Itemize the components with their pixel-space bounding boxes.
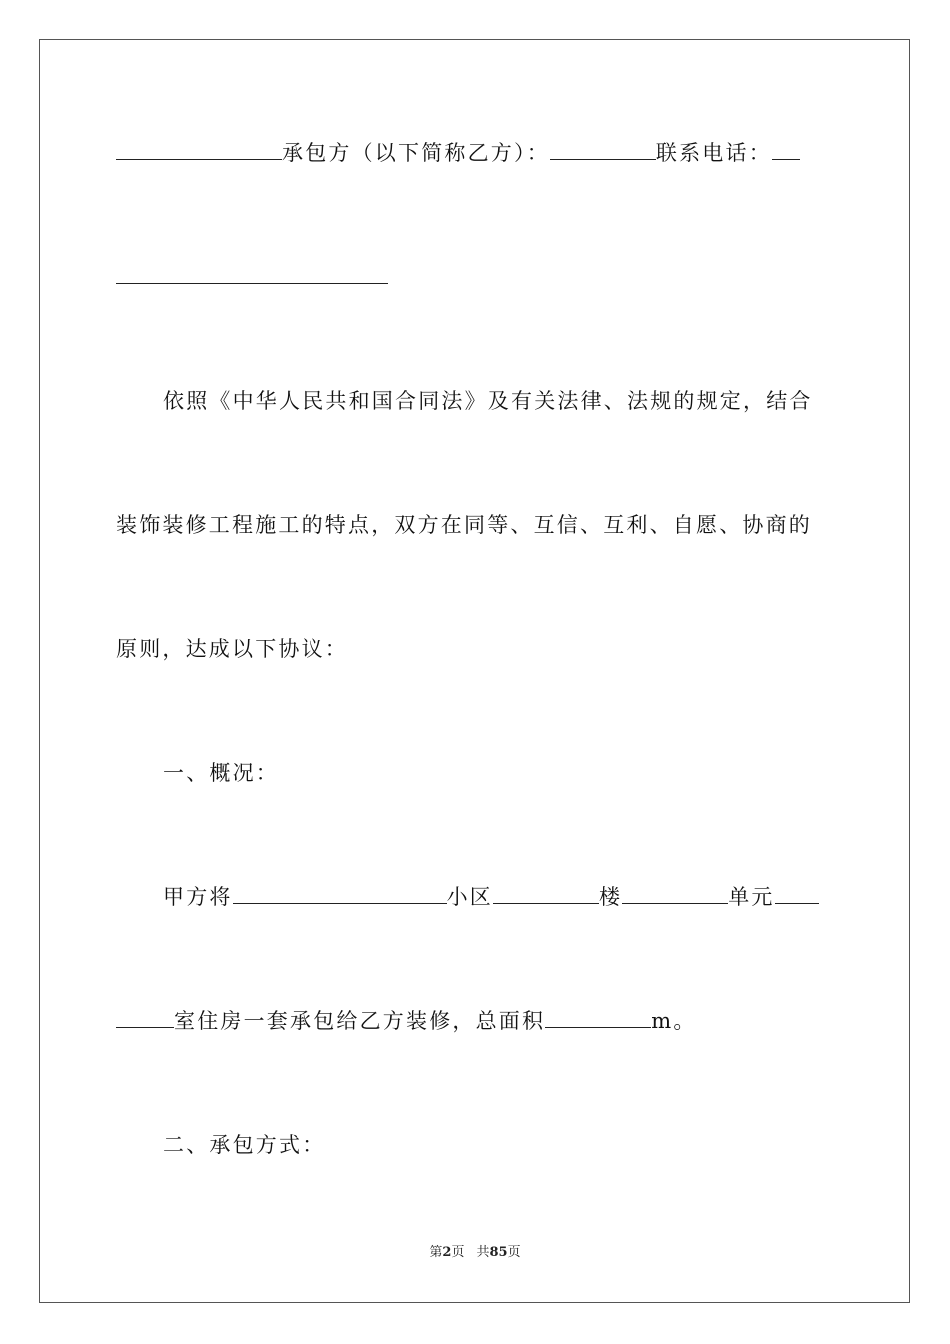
contractor-label: 承包方（以下简称乙方）： [282, 141, 550, 165]
unit-blank [622, 883, 728, 904]
room-blank-continuation [116, 1007, 174, 1028]
section1-line [116, 1006, 697, 1036]
page-unit: 页 [451, 1245, 465, 1260]
paragraph-line: 依照《中华人民共和国合同法》及有关法律、法规的规定，结合 [163, 389, 813, 413]
area-blank [545, 1007, 651, 1028]
section1-text: 室住房一套承包给乙方装修，总面积 [174, 1009, 546, 1033]
page-prefix: 第 [429, 1245, 443, 1260]
total-unit: 页 [507, 1245, 521, 1260]
contractor-name-blank [550, 139, 656, 160]
page-footer [0, 1243, 950, 1263]
total-prefix: 共 [476, 1245, 490, 1260]
phone-blank-line [116, 262, 388, 292]
community-blank [233, 883, 447, 904]
phone-blank-start [772, 139, 800, 160]
section-heading: 二、承包方式： [163, 1133, 326, 1157]
section1-text: 甲方将 [163, 885, 233, 909]
building-blank [493, 883, 599, 904]
section-heading: 一、概况： [163, 761, 279, 785]
section1-text: m。 [651, 1009, 697, 1033]
page-total: 85 [489, 1245, 508, 1260]
page-number: 2 [442, 1245, 452, 1260]
room-blank-start [775, 883, 819, 904]
section1-text: 单元 [728, 885, 775, 909]
section1-text: 小区 [446, 885, 494, 909]
page-frame [39, 39, 910, 1303]
phone-blank-continuation [116, 263, 388, 284]
paragraph-line: 原则，达成以下协议： [116, 637, 348, 661]
phone-label: 联系电话： [655, 141, 772, 165]
section1-text: 楼 [599, 885, 623, 909]
party-a-phone-blank [116, 139, 282, 160]
paragraph-line: 装饰装修工程施工的特点，双方在同等、互信、互利、自愿、协商的 [116, 513, 812, 537]
section1-line [163, 882, 819, 912]
contractor-line [116, 138, 800, 168]
